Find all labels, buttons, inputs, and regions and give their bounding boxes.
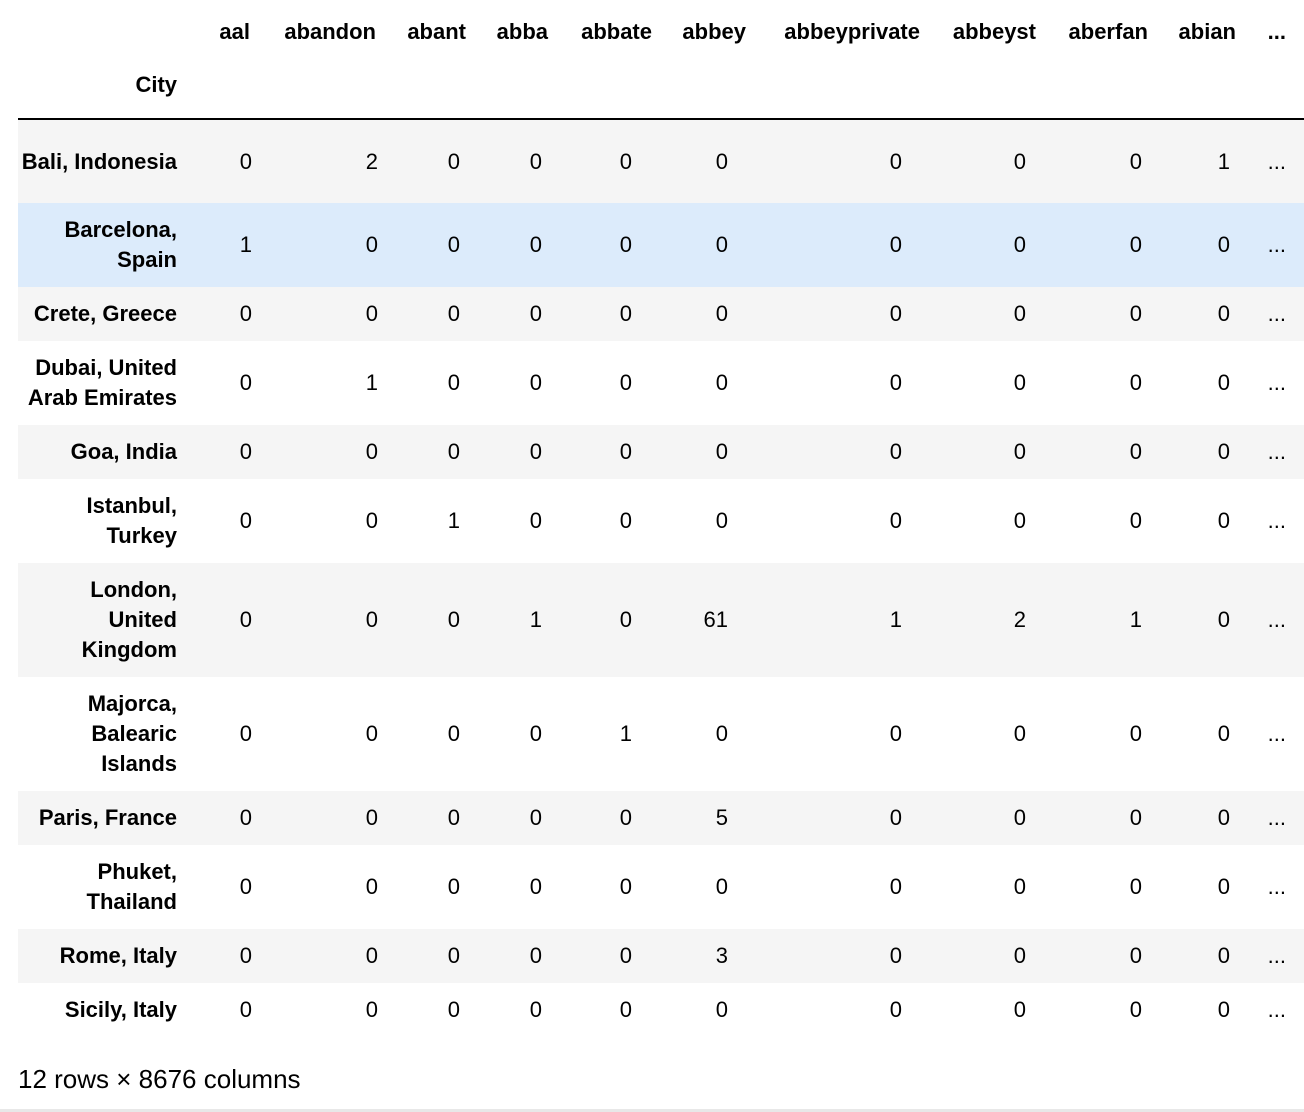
table-cell: 0 bbox=[447, 943, 460, 968]
table-cell: 0 bbox=[365, 232, 378, 257]
column-header: abbey bbox=[682, 19, 746, 44]
row-index-label: Barcelona, Spain bbox=[64, 217, 177, 272]
cell-ellipsis: ... bbox=[1267, 874, 1286, 899]
table-cell: 0 bbox=[1013, 874, 1026, 899]
table-cell: 0 bbox=[447, 607, 460, 632]
table-cell: 0 bbox=[447, 874, 460, 899]
table-cell: 0 bbox=[239, 301, 252, 326]
table-cell: 0 bbox=[889, 370, 902, 395]
table-cell: 0 bbox=[1217, 997, 1230, 1022]
table-cell: 0 bbox=[239, 607, 252, 632]
table-cell: 0 bbox=[365, 301, 378, 326]
table-cell: 0 bbox=[365, 874, 378, 899]
table-cell: 0 bbox=[239, 148, 252, 174]
table-cell: 0 bbox=[619, 997, 632, 1022]
row-index-label: Istanbul, Turkey bbox=[86, 493, 177, 548]
cell-ellipsis: ... bbox=[1267, 607, 1286, 632]
table-cell: 0 bbox=[1217, 370, 1230, 395]
cell-ellipsis: ... bbox=[1267, 805, 1286, 830]
table-cell: 0 bbox=[889, 508, 902, 533]
table-cell: 0 bbox=[619, 943, 632, 968]
table-cell: 0 bbox=[529, 805, 542, 830]
table-cell: 0 bbox=[619, 148, 632, 174]
table-cell: 0 bbox=[365, 721, 378, 746]
row-index-label: Majorca, Balearic Islands bbox=[87, 691, 177, 776]
table-cell: 0 bbox=[715, 232, 728, 257]
column-header: abbeyst bbox=[952, 19, 1036, 44]
table-cell: 0 bbox=[239, 439, 252, 464]
table-cell: 0 bbox=[889, 721, 902, 746]
table-cell: 0 bbox=[239, 508, 252, 533]
table-cell: 0 bbox=[365, 508, 378, 533]
table-cell: 1 bbox=[239, 232, 252, 257]
table-row[interactable] bbox=[18, 845, 1304, 929]
table-cell: 0 bbox=[529, 232, 542, 257]
row-index-label: Goa, India bbox=[70, 439, 177, 464]
table-cell: 0 bbox=[1013, 232, 1026, 257]
table-body bbox=[18, 119, 1304, 1037]
table-cell: 0 bbox=[715, 508, 728, 533]
table-cell: 0 bbox=[529, 721, 542, 746]
table-cell: 0 bbox=[239, 721, 252, 746]
dataframe-table bbox=[18, 0, 1304, 1037]
table-row[interactable] bbox=[18, 341, 1304, 425]
table-cell: 0 bbox=[1013, 721, 1026, 746]
table-cell: 0 bbox=[619, 508, 632, 533]
table-cell: 0 bbox=[889, 439, 902, 464]
table-row[interactable] bbox=[18, 563, 1304, 677]
table-cell: 0 bbox=[447, 439, 460, 464]
row-index-label: Bali, Indonesia bbox=[21, 148, 177, 174]
table-cell: 0 bbox=[1129, 439, 1142, 464]
table-cell: 0 bbox=[529, 943, 542, 968]
table-cell: 0 bbox=[1013, 997, 1026, 1022]
table-row[interactable] bbox=[18, 929, 1304, 983]
table-cell: 0 bbox=[1129, 508, 1142, 533]
table-cell: 0 bbox=[1013, 148, 1026, 174]
table-cell: 0 bbox=[1217, 508, 1230, 533]
table-cell: 0 bbox=[1013, 508, 1026, 533]
dataframe-output bbox=[18, 0, 1304, 1037]
table-cell: 0 bbox=[1217, 607, 1230, 632]
table-cell: 1 bbox=[1217, 148, 1230, 174]
table-cell: 0 bbox=[715, 148, 728, 174]
table-row[interactable] bbox=[18, 203, 1304, 287]
table-cell: 0 bbox=[365, 607, 378, 632]
table-cell: 0 bbox=[1013, 370, 1026, 395]
table-cell: 1 bbox=[447, 508, 460, 533]
table-row[interactable] bbox=[18, 983, 1304, 1037]
index-name: City bbox=[135, 72, 177, 97]
table-cell: 0 bbox=[1129, 874, 1142, 899]
table-cell: 0 bbox=[1129, 232, 1142, 257]
table-cell: 0 bbox=[239, 943, 252, 968]
table-cell: 0 bbox=[529, 874, 542, 899]
column-header-row bbox=[18, 0, 1304, 66]
table-cell: 0 bbox=[715, 370, 728, 395]
table-cell: 0 bbox=[715, 301, 728, 326]
table-cell: 0 bbox=[1129, 370, 1142, 395]
table-cell: 0 bbox=[447, 370, 460, 395]
table-cell: 0 bbox=[447, 997, 460, 1022]
table-cell: 0 bbox=[1217, 721, 1230, 746]
table-cell: 0 bbox=[1217, 943, 1230, 968]
table-cell: 0 bbox=[447, 148, 460, 174]
table-cell: 5 bbox=[715, 805, 728, 830]
table-cell: 0 bbox=[619, 439, 632, 464]
table-cell: 0 bbox=[1013, 805, 1026, 830]
cell-ellipsis: ... bbox=[1267, 439, 1286, 464]
table-cell: 0 bbox=[447, 805, 460, 830]
table-cell: 0 bbox=[619, 301, 632, 326]
corner-cell bbox=[18, 0, 198, 66]
row-index-label: Rome, Italy bbox=[59, 943, 177, 968]
shape-summary: 12 rows × 8676 columns bbox=[18, 1064, 301, 1094]
table-cell: 2 bbox=[1013, 607, 1026, 632]
table-cell: 0 bbox=[619, 232, 632, 257]
column-header: abandon bbox=[284, 19, 376, 44]
table-cell: 0 bbox=[529, 508, 542, 533]
index-header-row bbox=[18, 66, 1304, 119]
row-index-label: Sicily, Italy bbox=[64, 997, 177, 1022]
table-cell: 0 bbox=[715, 439, 728, 464]
table-cell: 0 bbox=[889, 943, 902, 968]
table-cell: 0 bbox=[889, 997, 902, 1022]
table-cell: 0 bbox=[1013, 301, 1026, 326]
table-row[interactable] bbox=[18, 119, 1304, 203]
table-cell: 1 bbox=[365, 370, 378, 395]
column-header: abba bbox=[496, 19, 548, 44]
row-index-label: London, United Kingdom bbox=[81, 577, 177, 662]
table-cell: 0 bbox=[447, 301, 460, 326]
table-header bbox=[18, 0, 1304, 119]
table-cell: 0 bbox=[889, 874, 902, 899]
table-cell: 0 bbox=[529, 439, 542, 464]
cell-ellipsis: ... bbox=[1267, 997, 1286, 1022]
table-row[interactable] bbox=[18, 791, 1304, 845]
table-cell: 1 bbox=[1129, 607, 1142, 632]
table-cell: 0 bbox=[1217, 805, 1230, 830]
column-header: abant bbox=[407, 19, 466, 44]
table-cell: 0 bbox=[365, 439, 378, 464]
table-cell: 0 bbox=[365, 997, 378, 1022]
table-cell: 0 bbox=[529, 370, 542, 395]
table-cell: 0 bbox=[1129, 721, 1142, 746]
table-cell: 1 bbox=[889, 607, 902, 632]
table-cell: 0 bbox=[447, 232, 460, 257]
table-row[interactable] bbox=[18, 425, 1304, 479]
table-cell: 0 bbox=[1013, 439, 1026, 464]
column-ellipsis: ... bbox=[1267, 19, 1286, 44]
table-cell: 0 bbox=[619, 874, 632, 899]
table-cell: 0 bbox=[1129, 301, 1142, 326]
table-cell: 0 bbox=[1217, 301, 1230, 326]
table-cell: 0 bbox=[715, 997, 728, 1022]
table-cell: 0 bbox=[715, 874, 728, 899]
cell-ellipsis: ... bbox=[1267, 148, 1286, 174]
table-cell: 0 bbox=[1129, 805, 1142, 830]
table-cell: 0 bbox=[529, 997, 542, 1022]
table-cell: 0 bbox=[1217, 874, 1230, 899]
table-cell: 0 bbox=[889, 805, 902, 830]
table-cell: 0 bbox=[529, 148, 542, 174]
table-cell: 0 bbox=[1217, 232, 1230, 257]
table-cell: 0 bbox=[889, 301, 902, 326]
row-index-label: Phuket, Thailand bbox=[86, 859, 177, 914]
row-index-label: Crete, Greece bbox=[33, 301, 177, 326]
table-cell: 1 bbox=[619, 721, 632, 746]
row-index-label: Paris, France bbox=[38, 805, 177, 830]
table-cell: 0 bbox=[619, 370, 632, 395]
column-header: aal bbox=[219, 19, 250, 44]
table-cell: 0 bbox=[619, 805, 632, 830]
table-cell: 0 bbox=[239, 874, 252, 899]
cell-ellipsis: ... bbox=[1267, 370, 1286, 395]
table-cell: 0 bbox=[239, 997, 252, 1022]
table-cell: 0 bbox=[365, 805, 378, 830]
column-header: abbeyprivate bbox=[784, 19, 920, 44]
table-cell: 0 bbox=[239, 805, 252, 830]
cell-ellipsis: ... bbox=[1267, 301, 1286, 326]
table-cell: 0 bbox=[1217, 439, 1230, 464]
table-row[interactable] bbox=[18, 287, 1304, 341]
table-cell: 0 bbox=[889, 148, 902, 174]
table-cell: 0 bbox=[1129, 997, 1142, 1022]
table-cell: 0 bbox=[529, 301, 542, 326]
table-cell: 0 bbox=[447, 721, 460, 746]
column-header: abbate bbox=[581, 19, 652, 44]
table-cell: 0 bbox=[619, 607, 632, 632]
cell-ellipsis: ... bbox=[1267, 943, 1286, 968]
table-cell: 0 bbox=[1013, 943, 1026, 968]
cell-ellipsis: ... bbox=[1267, 232, 1286, 257]
table-cell: 61 bbox=[703, 607, 728, 632]
cell-ellipsis: ... bbox=[1267, 508, 1286, 533]
row-index-label: Dubai, United Arab Emirates bbox=[27, 355, 177, 410]
table-cell: 0 bbox=[889, 232, 902, 257]
table-cell: 0 bbox=[1129, 943, 1142, 968]
table-cell: 1 bbox=[529, 607, 542, 632]
table-cell: 0 bbox=[239, 370, 252, 395]
table-row[interactable] bbox=[18, 479, 1304, 563]
table-cell: 0 bbox=[365, 943, 378, 968]
table-cell: 2 bbox=[365, 148, 378, 174]
column-header: abian bbox=[1178, 19, 1236, 44]
cell-ellipsis: ... bbox=[1267, 721, 1286, 746]
table-cell: 0 bbox=[1129, 148, 1142, 174]
table-row[interactable] bbox=[18, 677, 1304, 791]
column-header: aberfan bbox=[1068, 19, 1148, 44]
table-cell: 0 bbox=[715, 721, 728, 746]
table-cell: 3 bbox=[715, 943, 728, 968]
